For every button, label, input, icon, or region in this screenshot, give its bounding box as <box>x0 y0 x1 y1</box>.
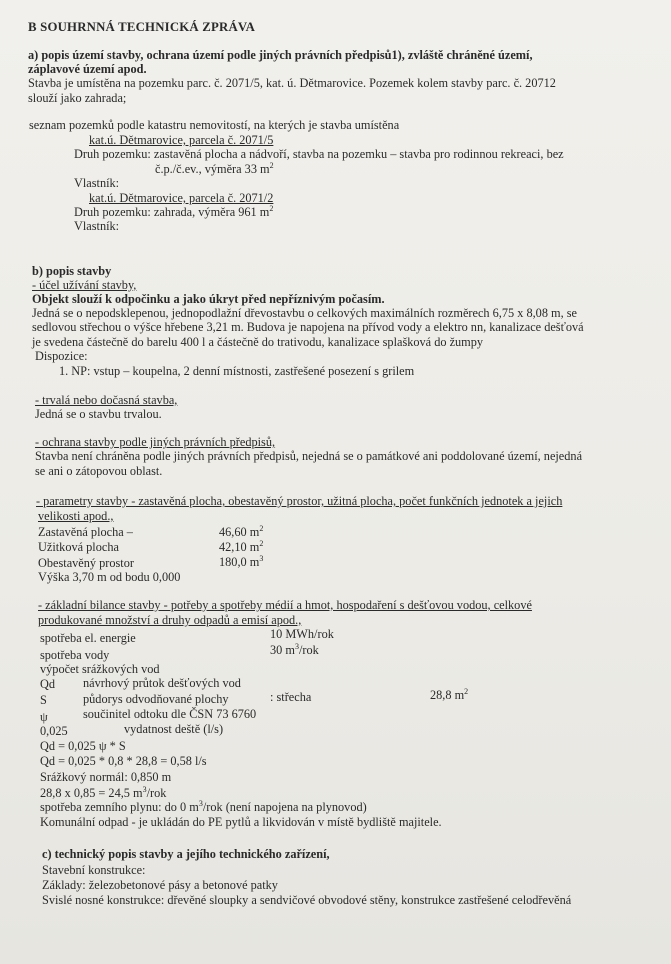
section-a-heading-line2: záplavové území apod. <box>28 62 147 76</box>
rainwater-calc-label: výpočet srážkových vod <box>40 662 160 676</box>
balance-label-line2: produkované množství a druhy odpadů a emisí apod., <box>38 613 302 627</box>
usage-label: - účel užívání stavby, <box>32 278 137 292</box>
electricity-label: spotřeba el. energie <box>40 631 136 645</box>
parcel1-cadastre: kat.ú. Dětmarovice, parcela č. 2071/5 <box>89 133 274 147</box>
waste-statement: Komunální odpad - je ukládán do PE pytlů a likvidován v místě bydliště majitele. <box>40 815 442 829</box>
precipitation-normal: Srážkový normál: 0,850 m <box>40 770 172 784</box>
parcel2-type: Druh pozemku: zahrada, výměra 961 $m^2$ <box>74 203 274 219</box>
s-description: půdorys odvodňované plochy <box>83 692 229 706</box>
parcel2-owner: Vlastník: <box>74 219 120 233</box>
parameters-label-line1: - parametry stavby - zastavěná plocha, obestavěný prostor, užitná plocha, počet funkčních jednotek a jejich <box>36 494 563 508</box>
protection-text-line2: se ani o zátopovou oblast. <box>35 464 163 478</box>
formula-1: Qd = 0,025 ψ * S <box>40 739 126 753</box>
qd-description: návrhový průtok dešťových vod <box>83 676 241 690</box>
height-statement: Výška 3,70 m od bodu 0,000 <box>38 570 181 584</box>
water-value: 30 $m^3$/rok <box>270 641 319 657</box>
layout-label: Dispozice: <box>35 349 88 363</box>
water-label: spotřeba vody <box>40 648 110 662</box>
balance-label-line1: - základní bilance stavby - potřeby a spotřeby médií a hmot, hospodaření s dešťovou vodou, celkové <box>38 598 532 612</box>
parcel1-type-line2: č.p./č.ev., výměra 33 $m^2$ <box>155 160 274 176</box>
param-usable-area-value: 42,10 $m^2$ <box>219 538 264 554</box>
building-desc-line1: Jedná se o nepodsklepenou, jednopodlažní dřevostavbu o celkových maximálních rozměrech 6,75 x 8,08 m, se <box>32 306 578 320</box>
structures-label: Stavební konstrukce: <box>42 863 146 877</box>
building-desc-line2: sedlovou střechou o výšce hřebene 3,21 m. Budova je napojena na přívod vody a elektro nn, kanalizace dešťová <box>32 320 584 334</box>
param-volume-label: Obestavěný prostor <box>38 556 134 570</box>
parcel1-type-line1: Druh pozemku: zastavěná plocha a nádvoří, stavba na pozemku – stavba pro rodinnou rekreaci, bez <box>74 147 564 161</box>
param-built-area-value: 46,60 $m^2$ <box>219 523 264 539</box>
param-volume-value: 180,0 $m^3$ <box>219 553 264 569</box>
param-usable-area-label: Užitková plocha <box>38 540 119 554</box>
psi-symbol: ψ <box>40 710 48 724</box>
section-c-heading: c) technický popis stavby a jejího technického zařízení, <box>42 847 330 861</box>
layout-item: 1. NP: vstup – koupelna, 2 denní místnosti, zastřešené posezení s grilem <box>59 364 415 378</box>
document-title: B SOUHRNNÁ TECHNICKÁ ZPRÁVA <box>28 20 256 34</box>
protection-label: - ochrana stavby podle jiných právních předpisů, <box>35 435 276 449</box>
rain-coefficient: 0,025 <box>40 724 68 738</box>
s-note: : střecha <box>270 690 312 704</box>
qd-symbol: Qd <box>40 677 56 691</box>
parcel1-owner: Vlastník: <box>74 176 120 190</box>
section-a-heading-line1: a) popis území stavby, ochrana území podle jiných právních předpisů1), zvláště chráněné území, <box>28 48 533 62</box>
permanence-label: - trvalá nebo dočasná stavba, <box>35 393 178 407</box>
parameters-label-line2: velikosti apod., <box>38 509 114 523</box>
electricity-value: 10 MWh/rok <box>270 627 334 641</box>
rain-coefficient-desc: vydatnost deště (l/s) <box>124 722 224 736</box>
gas-consumption: spotřeba zemního plynu: do 0 $m^3$/rok (není napojena na plynovod) <box>40 798 367 814</box>
parcel2-cadastre: kat.ú. Dětmarovice, parcela č. 2071/2 <box>89 191 274 205</box>
permanence-text: Jedná se o stavbu trvalou. <box>35 407 162 421</box>
section-a-text-line1: Stavba je umístěna na pozemku parc. č. 2071/5, kat. ú. Dětmarovice. Pozemek kolem stavby parc. č. 20712 <box>28 76 556 90</box>
building-desc-line3: je svedena částečně do barelu 400 l a částečně do trativodu, kanalizace splašková do žumpy <box>32 335 484 349</box>
section-a-text-line2: slouží jako zahrada; <box>28 91 127 105</box>
s-value: 28,8 $m^2$ <box>430 686 469 702</box>
annual-rain-calc: 28,8 x 0,85 = 24,5 $m^3$/rok <box>40 784 167 800</box>
foundations-text: Základy: železobetonové pásy a betonové patky <box>42 878 278 892</box>
param-built-area-label: Zastavěná plocha – <box>38 525 133 539</box>
protection-text-line1: Stavba není chráněna podle jiných právních předpisů, nejedná se o památkové ani poddolované území, nejedná <box>35 449 583 463</box>
usage-statement: Objekt slouží k odpočinku a jako úkryt před nepříznivým počasím. <box>32 292 385 306</box>
psi-description: součinitel odtoku dle ČSN 73 6760 <box>83 707 257 721</box>
load-bearing-text: Svislé nosné konstrukce: dřevěné sloupky a sendvičové obvodové stěny, konstrukce zastřešené celodřevěná <box>42 893 572 907</box>
formula-2: Qd = 0,025 * 0,8 * 28,8 = 0,58 l/s <box>40 754 207 768</box>
section-b-heading: b) popis stavby <box>32 264 112 278</box>
parcel-list-intro: seznam pozemků podle katastru nemovitostí, na kterých je stavba umístěna <box>29 118 400 132</box>
s-symbol: S <box>40 693 47 707</box>
